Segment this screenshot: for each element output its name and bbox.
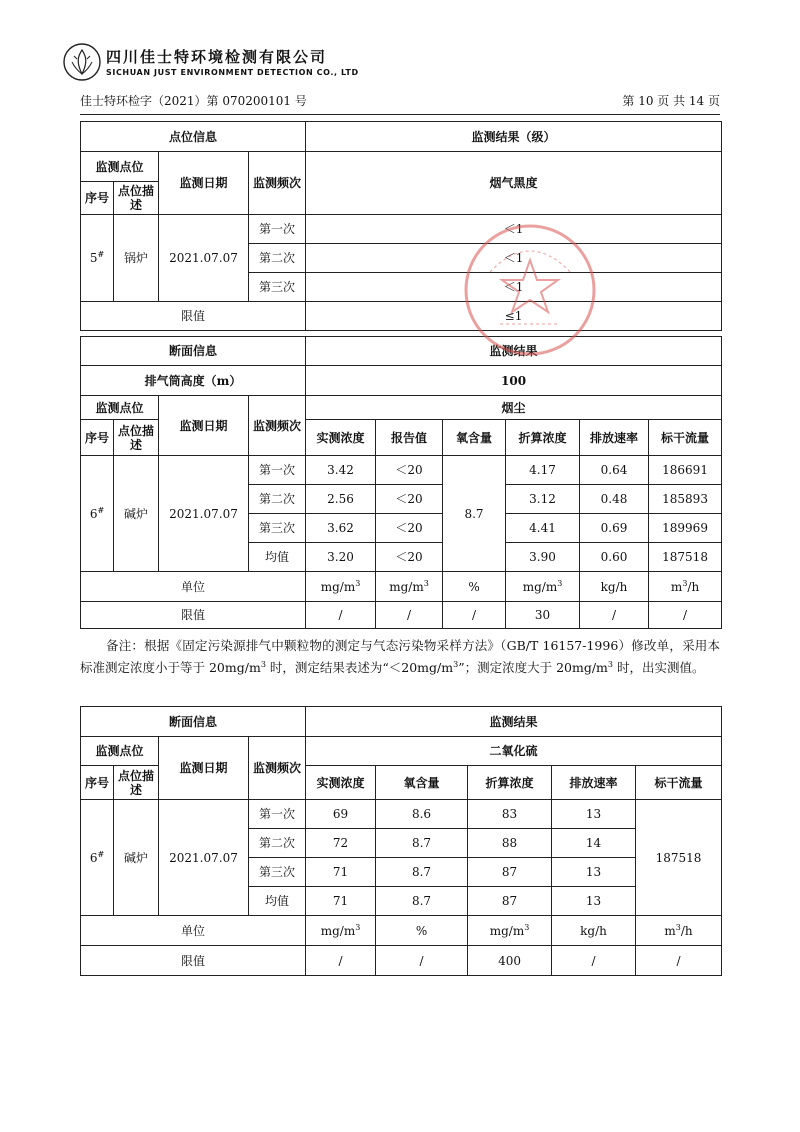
cell-frequency: 第三次 <box>249 273 306 302</box>
cell-frequency: 均值 <box>249 543 306 572</box>
cell-limit: / <box>376 602 443 629</box>
cell-emission-rate: 14 <box>552 829 636 858</box>
cell-limit: / <box>306 946 376 976</box>
cell-unit: % <box>376 916 468 946</box>
header-monitor-point: 监测点位 <box>81 737 159 766</box>
cell-dry-flow: 189969 <box>649 514 722 543</box>
cell-value: ＜1 <box>306 273 722 302</box>
page-number: 第 10 页 共 14 页 <box>622 94 720 108</box>
cell-limit: 30 <box>506 602 580 629</box>
header-monitor-result: 监测结果（级） <box>306 122 722 152</box>
cell-dry-flow: 185893 <box>649 485 722 514</box>
table-dust <box>80 336 722 629</box>
cell-point-desc: 锅炉 <box>114 215 159 302</box>
document-line <box>80 92 720 112</box>
header-point-desc: 点位描述 <box>114 420 159 456</box>
cell-frequency: 第三次 <box>249 858 306 887</box>
header-oxygen: 氧含量 <box>376 766 468 800</box>
cell-frequency: 第一次 <box>249 456 306 485</box>
cell-limit-label: 限值 <box>81 946 306 976</box>
cell-measured: 72 <box>306 829 376 858</box>
cell-oxygen: 8.7 <box>376 858 468 887</box>
cell-frequency: 第一次 <box>249 800 306 829</box>
cell-value: ＜1 <box>306 215 722 244</box>
cell-report-value: ＜20 <box>376 543 443 572</box>
cell-frequency: 第三次 <box>249 514 306 543</box>
cell-unit: % <box>443 572 506 602</box>
header-monitor-frequency: 监测频次 <box>249 737 306 800</box>
cell-converted: 4.17 <box>506 456 580 485</box>
header-converted: 折算浓度 <box>468 766 552 800</box>
cell-measured: 71 <box>306 887 376 916</box>
header-monitor-point: 监测点位 <box>81 152 159 182</box>
header-monitor-result: 监测结果 <box>306 707 722 737</box>
header-section-info: 断面信息 <box>81 337 306 366</box>
cell-report-value: ＜20 <box>376 514 443 543</box>
cell-converted: 4.41 <box>506 514 580 543</box>
header-seq: 序号 <box>81 420 114 456</box>
cell-unit: kg/h <box>580 572 649 602</box>
cell-limit: / <box>306 602 376 629</box>
cell-stack-height-value: 100 <box>306 366 722 396</box>
cell-limit: / <box>376 946 468 976</box>
cell-frequency: 均值 <box>249 887 306 916</box>
cell-converted: 3.12 <box>506 485 580 514</box>
header-seq: 序号 <box>81 766 114 800</box>
cell-report-value: ＜20 <box>376 485 443 514</box>
document-number: 佳士特环检字（2021）第 070200101 号 <box>80 94 307 108</box>
cell-dry-flow: 187518 <box>636 800 722 916</box>
cell-unit: kg/h <box>552 916 636 946</box>
cell-date: 2021.07.07 <box>159 215 249 302</box>
cell-emission-rate: 0.60 <box>580 543 649 572</box>
cell-measured: 2.56 <box>306 485 376 514</box>
header-point-desc: 点位描述 <box>114 182 159 215</box>
header-dry-flow: 标干流量 <box>636 766 722 800</box>
cell-value: ＜1 <box>306 244 722 273</box>
header-monitor-result: 监测结果 <box>306 337 722 366</box>
cell-limit-value: ≤1 <box>306 302 722 331</box>
cell-unit: $mg/m^3$ <box>468 916 552 946</box>
cell-measured: 3.42 <box>306 456 376 485</box>
header-dry-flow: 标干流量 <box>649 420 722 456</box>
cell-limit: 400 <box>468 946 552 976</box>
header-emission-rate: 排放速率 <box>580 420 649 456</box>
cell-frequency: 第二次 <box>249 829 306 858</box>
header-seq: 序号 <box>81 182 114 215</box>
cell-oxygen: 8.7 <box>376 829 468 858</box>
cell-limit-label: 限值 <box>81 302 306 331</box>
page-header <box>62 42 742 82</box>
cell-converted: 3.90 <box>506 543 580 572</box>
cell-date: 2021.07.07 <box>159 456 249 572</box>
header-rule <box>80 114 720 115</box>
remark-note: 备注：根据《固定污染源排气中颗粒物的测定与气态污染物采样方法》（GB/T 16157-1996）修改单，采用本标准测定浓度小于等于 $20mg/m^3$ 时，测定结果表述为“$<20mg/m^3$”；测定浓度大于 $20mg/m^3$ 时，出实测值。 <box>80 638 720 675</box>
header-monitor-date: 监测日期 <box>159 396 249 456</box>
cell-emission-rate: 0.64 <box>580 456 649 485</box>
cell-emission-rate: 13 <box>552 800 636 829</box>
cell-point-desc: 碱炉 <box>114 456 159 572</box>
cell-unit: $mg/m^3$ <box>376 572 443 602</box>
header-emission-rate: 排放速率 <box>552 766 636 800</box>
header-oxygen: 氧含量 <box>443 420 506 456</box>
cell-emission-rate: 13 <box>552 858 636 887</box>
header-point-desc: 点位描述 <box>114 766 159 800</box>
header-monitor-date: 监测日期 <box>159 152 249 215</box>
header-converted: 折算浓度 <box>506 420 580 456</box>
company-name-cn: 四川佳士特环境检测有限公司 <box>106 48 328 66</box>
header-monitor-date: 监测日期 <box>159 737 249 800</box>
header-monitor-frequency: 监测频次 <box>249 396 306 456</box>
cell-frequency: 第二次 <box>249 244 306 273</box>
cell-unit: $m^3/h$ <box>636 916 722 946</box>
cell-oxygen: 8.7 <box>443 456 506 572</box>
header-point-info: 点位信息 <box>81 122 306 152</box>
cell-converted: 88 <box>468 829 552 858</box>
header-item-dust: 烟尘 <box>306 396 722 420</box>
header-measured: 实测浓度 <box>306 766 376 800</box>
cell-oxygen: 8.7 <box>376 887 468 916</box>
cell-frequency: 第一次 <box>249 215 306 244</box>
cell-limit: / <box>580 602 649 629</box>
cell-limit: / <box>552 946 636 976</box>
cell-converted: 87 <box>468 887 552 916</box>
company-logo-icon <box>62 42 102 82</box>
cell-emission-rate: 13 <box>552 887 636 916</box>
cell-frequency: 第二次 <box>249 485 306 514</box>
cell-measured: 71 <box>306 858 376 887</box>
cell-measured: 3.20 <box>306 543 376 572</box>
header-section-info: 断面信息 <box>81 707 306 737</box>
cell-limit-label: 限值 <box>81 602 306 629</box>
company-name-en: SICHUAN JUST ENVIRONMENT DETECTION CO., LTD <box>106 68 359 77</box>
cell-unit: $mg/m^3$ <box>506 572 580 602</box>
cell-emission-rate: 0.48 <box>580 485 649 514</box>
header-monitor-frequency: 监测频次 <box>249 152 306 215</box>
cell-unit: $mg/m^3$ <box>306 572 376 602</box>
table-smoke-blackness <box>80 121 722 331</box>
header-item-smoke-blackness: 烟气黑度 <box>306 152 722 215</box>
cell-measured: 3.62 <box>306 514 376 543</box>
header-measured: 实测浓度 <box>306 420 376 456</box>
cell-limit: / <box>443 602 506 629</box>
cell-emission-rate: 0.69 <box>580 514 649 543</box>
cell-limit: / <box>636 946 722 976</box>
cell-seq: 5# <box>81 215 114 302</box>
cell-limit: / <box>649 602 722 629</box>
header-report-value: 报告值 <box>376 420 443 456</box>
cell-measured: 69 <box>306 800 376 829</box>
company-seal-icon <box>460 220 600 360</box>
cell-report-value: ＜20 <box>376 456 443 485</box>
cell-unit: $m^3/h$ <box>649 572 722 602</box>
cell-unit: $mg/m^3$ <box>306 916 376 946</box>
cell-seq: 6# <box>81 456 114 572</box>
cell-unit-label: 单位 <box>81 572 306 602</box>
header-monitor-point: 监测点位 <box>81 396 159 420</box>
header-item-so2: 二氧化硫 <box>306 737 722 766</box>
cell-stack-height-label: 排气筒高度（m） <box>81 366 306 396</box>
cell-unit-label: 单位 <box>81 916 306 946</box>
cell-point-desc: 碱炉 <box>114 800 159 916</box>
table-sulfur-dioxide <box>80 706 722 976</box>
cell-oxygen: 8.6 <box>376 800 468 829</box>
cell-converted: 87 <box>468 858 552 887</box>
cell-seq: 6# <box>81 800 114 916</box>
cell-converted: 83 <box>468 800 552 829</box>
cell-date: 2021.07.07 <box>159 800 249 916</box>
cell-dry-flow: 186691 <box>649 456 722 485</box>
cell-dry-flow: 187518 <box>649 543 722 572</box>
